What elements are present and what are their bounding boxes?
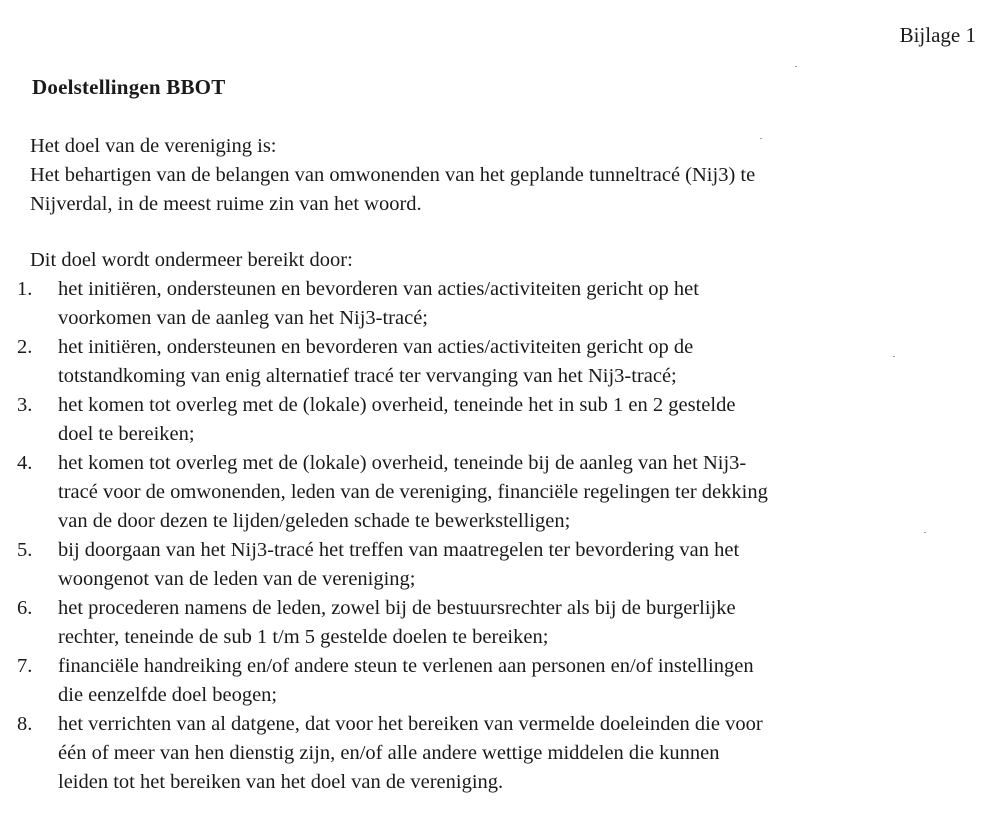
scan-speck: [795, 66, 797, 67]
list-item-line: bij doorgaan van het Nij3-tracé het treffen van maatregelen ter bevordering van het: [58, 539, 740, 561]
list-item-line: het komen tot overleg met de (lokale) overheid, teneinde bij de aanleg van het Nij3-: [58, 452, 747, 474]
list-item-number: 4.: [17, 452, 33, 474]
document-body: [17, 132, 980, 797]
list-item-number: 7.: [17, 655, 33, 677]
list-item-number: 5.: [17, 539, 33, 561]
list-item-line: doel te bereiken;: [58, 423, 195, 445]
list-item: [17, 449, 980, 536]
scan-speck: [760, 138, 762, 139]
list-item-number: 3.: [17, 394, 33, 416]
list-item-line: totstandkoming van enig alternatief tracé ter vervanging van het Nij3-tracé;: [58, 365, 677, 387]
list-item-line: één of meer van hen dienstig zijn, en/of alle andere wettige middelen die kunnen: [58, 742, 720, 764]
scan-speck: [924, 532, 926, 533]
list-item-line: het procederen namens de leden, zowel bij de bestuursrechter als bij de burgerlijke: [58, 597, 736, 619]
list-item-line: het initiëren, ondersteunen en bevorderen van acties/activiteiten gericht op de: [58, 336, 694, 358]
list-item-number: 1.: [17, 278, 33, 300]
list-item: [17, 391, 980, 449]
list-item-line: het verrichten van al datgene, dat voor het bereiken van vermelde doeleinden die voor: [58, 713, 763, 735]
list-item-line: woongenot van de leden van de vereniging;: [58, 568, 416, 590]
paragraph-gap: [30, 219, 980, 246]
list-item: [17, 333, 980, 391]
list-item-line: die eenzelfde doel beogen;: [58, 684, 278, 706]
purpose-line: Nijverdal, in de meest ruime zin van het woord.: [30, 193, 422, 215]
list-item-line: het komen tot overleg met de (lokale) overheid, teneinde het in sub 1 en 2 gestelde: [58, 394, 736, 416]
list-item-line: financiële handreiking en/of andere steun te verlenen aan personen en/of instellingen: [58, 655, 754, 677]
list-item-line: tracé voor de omwonenden, leden van de vereniging, financiële regelingen ter dekking: [58, 481, 768, 503]
list-item: [17, 652, 980, 710]
list-item-number: 6.: [17, 597, 33, 619]
list-item-line: voorkomen van de aanleg van het Nij3-tracé;: [58, 307, 428, 329]
list-item-number: 8.: [17, 713, 33, 735]
document-title: Doelstellingen BBOT: [32, 75, 226, 99]
list-item: [17, 275, 980, 333]
scan-speck: [893, 356, 895, 357]
means-intro: Dit doel wordt ondermeer bereikt door:: [30, 249, 353, 271]
purpose-line: Het behartigen van de belangen van omwonenden van het geplande tunneltracé (Nij3) te: [30, 164, 756, 186]
purpose-intro: Het doel van de vereniging is:: [30, 135, 277, 157]
list-item-line: rechter, teneinde de sub 1 t/m 5 gestelde doelen te bereiken;: [58, 626, 549, 648]
means-list: [17, 275, 980, 797]
list-item-line: van de door dezen te lijden/geleden schade te bewerkstelligen;: [58, 510, 571, 532]
annex-label: Bijlage 1: [899, 23, 976, 47]
list-item-number: 2.: [17, 336, 33, 358]
list-item-line: het initiëren, ondersteunen en bevorderen van acties/activiteiten gericht op het: [58, 278, 699, 300]
list-item-line: leiden tot het bereiken van het doel van de vereniging.: [58, 771, 504, 793]
list-item: [17, 710, 980, 797]
list-item: [17, 536, 980, 594]
list-item: [17, 594, 980, 652]
